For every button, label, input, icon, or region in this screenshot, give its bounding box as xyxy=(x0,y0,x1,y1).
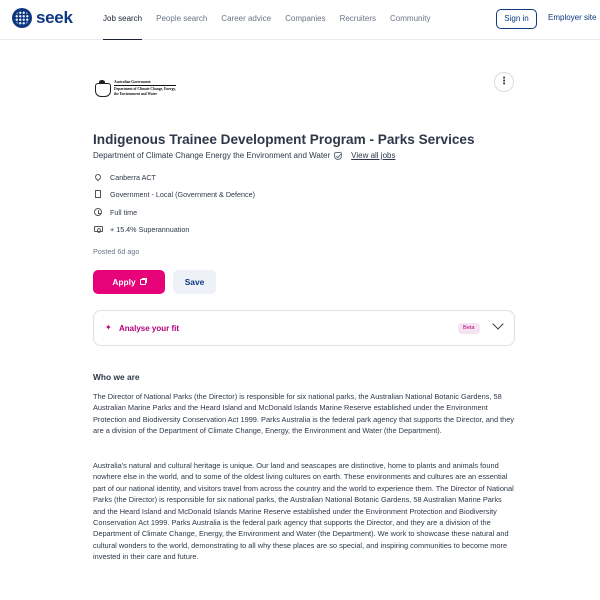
analyse-fit-label: Analyse your fit xyxy=(119,324,180,333)
advertiser-logo-text xyxy=(114,80,176,96)
logo-line-3: the Environment and Water xyxy=(114,91,158,96)
coat-of-arms-icon xyxy=(93,80,111,98)
chevron-down-icon[interactable] xyxy=(493,321,503,331)
beta-badge: Beta xyxy=(458,323,480,334)
location-pin-icon xyxy=(93,172,103,182)
nav-people-search[interactable]: People search xyxy=(156,14,208,23)
logo-line-1: Australian Government xyxy=(114,80,151,84)
external-link-icon xyxy=(140,279,146,285)
nav-community[interactable]: Community xyxy=(390,14,431,23)
job-salary xyxy=(93,224,189,234)
more-options-button[interactable]: ⋮ xyxy=(494,72,514,92)
company-name[interactable]: Department of Climate Change Energy the Environment and Water xyxy=(93,151,331,160)
apply-button[interactable] xyxy=(93,270,165,294)
company-line xyxy=(93,151,395,160)
location-text[interactable]: Canberra ACT xyxy=(110,172,156,182)
top-navigation-bar xyxy=(0,0,600,40)
description-paragraph-1: The Director of National Parks (the Director) is responsible for six national parks, the Australian National Botanic Gardens, 58 Australian Marine Parks and the Heard Island and McDonald Islands Marine Reserve established under the Environment Protection and Biodiversity Conservation Act 1999. Parks Australia is the federal park agency that supports the Director, and they are a division of the Department of Climate Change, Energy, the Environment and Water (the Department). xyxy=(93,392,515,436)
view-all-jobs-link[interactable]: View all jobs xyxy=(351,151,396,160)
analyse-fit-card[interactable] xyxy=(93,310,515,346)
salary-text: + 15.4% Superannuation xyxy=(110,224,190,234)
apply-label: Apply xyxy=(112,277,136,287)
work-type-text: Full time xyxy=(110,207,138,217)
seek-logo-icon xyxy=(12,8,32,28)
nav-career-advice[interactable]: Career advice xyxy=(221,14,272,23)
job-title: Indigenous Trainee Development Program - Parks Services xyxy=(93,132,475,147)
sign-in-button[interactable]: Sign in xyxy=(496,9,537,29)
job-location xyxy=(93,172,156,182)
job-classification xyxy=(93,189,255,199)
description-paragraph-2: Australia's natural and cultural heritage is unique. Our land and seascapes are distinctive, home to plants and animals found nowhere else in the world, and to some of the oldest living cultures on earth. These environments and cultures are an essential part of our national identity, and visitors travel from across the country and the world to experience them. The Director of National Parks (the Director) is responsible for six national parks, the Australian National Botanic Gardens, 58 Australian Marine Parks and the Heard Island and McDonald Islands Marine Reserve established under the Environment Protection and Biodiversity Conservation Act 1999. Parks Australia is the federal park agency that supports the Director, and they are a division of the Department of Climate Change, Energy, the Environment and Water (the Department). We work to showcase these natural and cultural wonders to the world, demonstrating to all why these places are so special, and inspiring communities to become more invested in their care and future. xyxy=(93,461,514,562)
job-work-type xyxy=(93,207,137,217)
seek-logo-text: seek xyxy=(36,8,73,27)
sparkle-icon: ✦ xyxy=(105,323,112,332)
classification-text[interactable]: Government - Local (Government & Defence) xyxy=(110,189,256,199)
seek-logo[interactable] xyxy=(12,8,73,28)
logo-line-2: Department of Climate Change, Energy, xyxy=(114,87,176,92)
nav-recruiters[interactable]: Recruiters xyxy=(339,14,377,23)
nav-companies[interactable]: Companies xyxy=(285,14,326,23)
verified-shield-icon xyxy=(334,152,342,160)
clock-icon xyxy=(93,207,103,217)
employer-site-link[interactable]: Employer site xyxy=(548,13,597,22)
advertiser-logo xyxy=(93,80,188,104)
main-nav xyxy=(103,0,444,40)
building-icon xyxy=(93,189,103,199)
money-icon xyxy=(93,224,103,234)
posted-date: Posted 6d ago xyxy=(93,247,140,256)
nav-job-search[interactable]: Job search xyxy=(103,0,142,40)
save-button[interactable]: Save xyxy=(173,270,216,294)
section-heading: Who we are xyxy=(93,372,140,382)
